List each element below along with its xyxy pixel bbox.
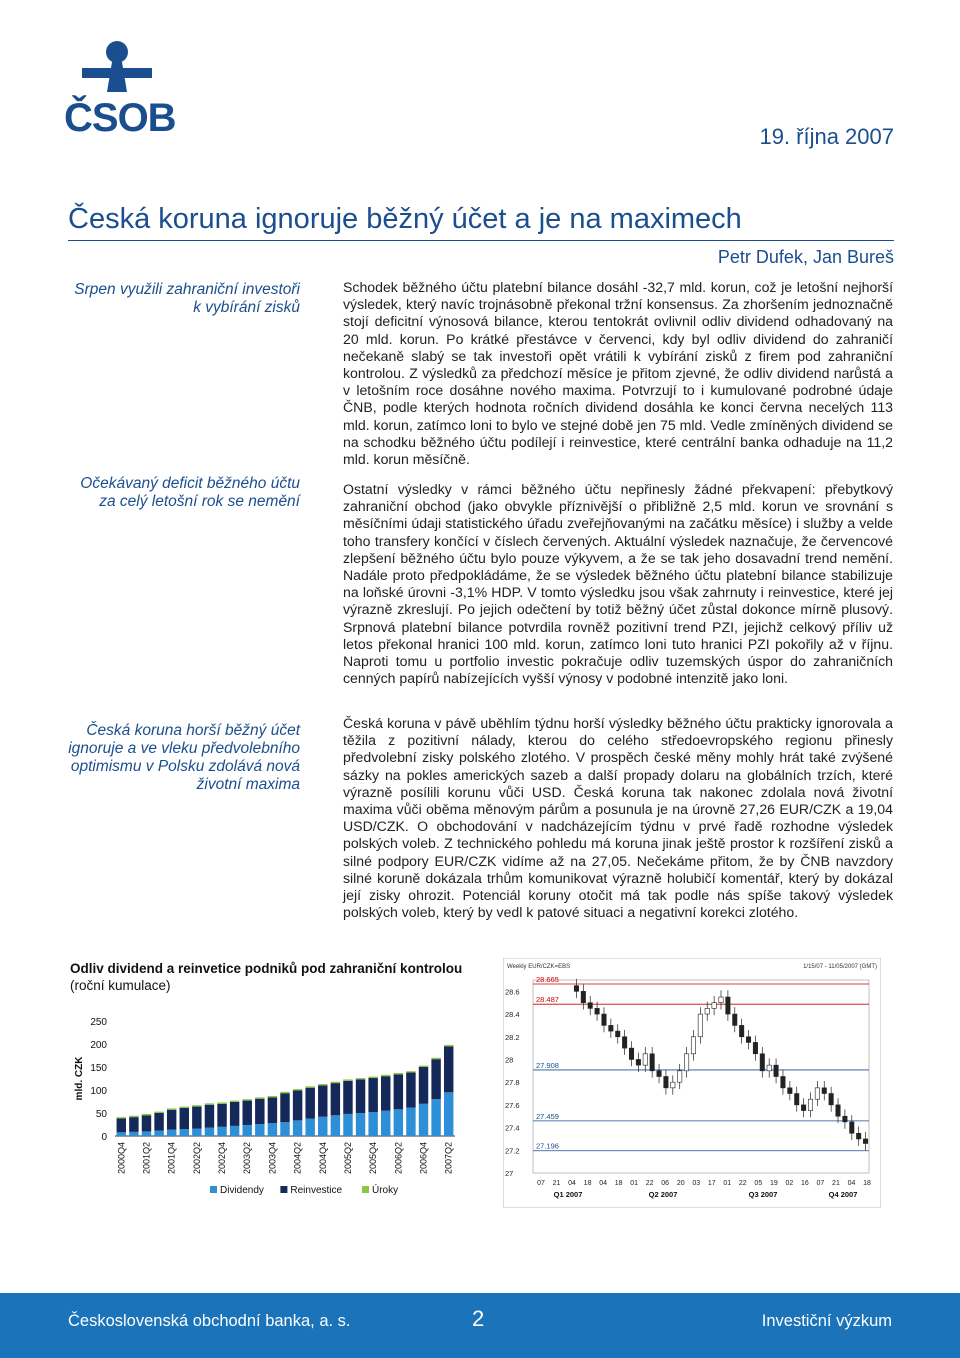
level-label: 28.665: [536, 974, 559, 984]
x-tick-label: 04: [847, 1180, 856, 1187]
candle-body: [739, 1025, 743, 1036]
candle-body: [829, 1094, 833, 1105]
x-tick-label: 22: [738, 1180, 747, 1187]
y-tick-label: 250: [90, 1017, 107, 1028]
legend-swatch: [280, 1186, 287, 1193]
candle-body: [788, 1088, 792, 1094]
y-tick-label: 50: [95, 1109, 107, 1120]
x-tick-label: 21: [832, 1180, 840, 1187]
bar-segment: [406, 1073, 415, 1108]
bar-segment: [129, 1117, 138, 1132]
bar-segment: [243, 1101, 252, 1125]
candle-body: [691, 1037, 695, 1054]
bar-segment: [444, 1045, 453, 1046]
candle-body: [705, 1008, 709, 1014]
page-number: 2: [472, 1306, 485, 1331]
bar-segment: [230, 1126, 239, 1136]
bar-segment: [230, 1101, 239, 1102]
x-tick-label: 2005Q4: [368, 1142, 379, 1175]
y-tick-label: 27: [505, 1169, 514, 1178]
sidebar-highlight-2: Očekávaný deficit běžného účtu za celý letošní rok se nemění: [80, 475, 300, 510]
y-tick-label: 200: [90, 1040, 107, 1051]
candle-body: [815, 1088, 819, 1099]
y-tick-label: 28.2: [505, 1032, 520, 1042]
bar-segment: [381, 1076, 390, 1111]
bar-segment: [356, 1078, 365, 1079]
bar-segment: [230, 1102, 239, 1126]
bar-segment: [331, 1115, 340, 1136]
bar-segment: [280, 1122, 289, 1136]
bar-segment: [381, 1075, 390, 1076]
bar-segment: [318, 1117, 327, 1136]
candle-body: [684, 1054, 688, 1071]
legend-label: Dividendy: [220, 1185, 264, 1196]
legend-swatch: [210, 1186, 217, 1193]
x-tick-label: 07: [816, 1180, 825, 1187]
bar-segment: [444, 1046, 453, 1092]
report-date: 19. října 2007: [759, 124, 894, 149]
candle-body: [733, 1014, 737, 1025]
x-tick-label: 2002Q4: [217, 1142, 228, 1175]
bar-segment: [356, 1113, 365, 1136]
x-tick-label: 2000Q4: [116, 1142, 127, 1175]
bar-segment: [142, 1115, 151, 1131]
y-axis-label: mld. CZK: [74, 1056, 85, 1101]
x-tick-label: 01: [723, 1180, 732, 1187]
bar-segment: [305, 1119, 314, 1136]
bar-segment: [205, 1103, 214, 1104]
bar-segment: [268, 1123, 277, 1136]
x-tick-label: 18: [583, 1180, 592, 1187]
candle-body: [850, 1122, 854, 1133]
candle-body: [602, 1014, 606, 1025]
paragraph-2: Ostatní výsledky v rámci běžného účtu nepřinesly žádné překvapení: přebytkový zahraniční obchod (jako obvykle příznivější o přibližně 2,5 mld. korun ve srovnání s měsíčními údaji statistického úřadu zveřejňovanými na začátku měsíce) i služby a velde toho transfery končící v číslech červených. Aktuální výsledek naznačuje, že červencové zlepšení běžného účtu bylo pouze výkyvem, a že se tak jeho dosavadní trend nemění. Nadále proto předpokládáme, že se výsledek běžného účtu platební bilance stabilizuje na loňské úrovni -3,1% HDP. V tomto výsledku jsou však zahrnuty i reinvestice, které jej výrazně zkreslují. Po jejich odečtení by totiž běžný účet zůstal dokonce mírně plusový. Srpnová platební bilance potvrdila rovněž pozitivní trend PZI, jejichž celkový příliv už letos překonal hranici 100 mld. korun, zatímco loni tuto hranici PZI pokořily až v říjnu. Naproti tomu u portfolio investic pokračuje odliv tuzemských úspor do zahraničních cenných papírů nabízejících vyšší výnosy v podobné intenzitě jako loni.: [343, 481, 893, 687]
bar-segment: [167, 1108, 176, 1109]
bar-segment: [406, 1107, 415, 1136]
x-tick-label: 2005Q2: [342, 1142, 353, 1175]
candle-body: [781, 1077, 785, 1088]
level-label: 28.487: [536, 995, 559, 1005]
bar-segment: [368, 1112, 377, 1136]
bar-segment: [331, 1082, 340, 1083]
bar-segment: [117, 1132, 126, 1136]
x-tick-label: 18: [614, 1180, 623, 1187]
bar-segment: [368, 1077, 377, 1078]
bar-segment: [243, 1099, 252, 1100]
dividends-chart: [70, 960, 465, 1205]
x-tick-label: 06: [661, 1180, 670, 1187]
bar-segment: [142, 1131, 151, 1136]
bar-segment: [343, 1081, 352, 1114]
footer-department: Investiční výzkum: [761, 1312, 892, 1330]
candle-body: [760, 1054, 764, 1071]
bar-segment: [406, 1071, 415, 1072]
x-tick-label: 17: [707, 1180, 716, 1187]
level-label: 27.196: [536, 1141, 559, 1151]
x-tick-label: 04: [599, 1180, 607, 1187]
y-tick-label: 28.4: [505, 1010, 520, 1020]
footer-bar: [0, 1293, 960, 1358]
bar-segment: [331, 1083, 340, 1115]
bar-segment: [255, 1099, 264, 1124]
y-tick-label: 0: [101, 1132, 107, 1143]
candle-body: [726, 997, 730, 1014]
sidebar-highlight-3: Česká koruna horší běžný účet ignoruje a ve vleku předvolebního optimismu v Polsku zdolává nová životní maxima: [68, 722, 300, 793]
legend-label: Reinvestice: [290, 1185, 343, 1196]
bar-segment: [381, 1111, 390, 1136]
bar-segment: [419, 1104, 428, 1136]
candle-body: [574, 986, 578, 992]
bar-segment: [293, 1089, 302, 1090]
paragraph-1: Schodek běžného účtu platební bilance dosáhl -32,7 mld. korun, což je letošní nejhorší výsledek, který navíc trojnásobně překonal tržní konsensus. Za zhoršením jednoznačně stojí deficitní výnosová bilance, kterou tentokrát ovlivnil odliv dividend odhadovaný na 20 mld. korun. Po krátké přestávce v červenci, kdy byl odliv dividend do zahraničí nečekaně slabý se tak investoři opět vrátili k vybírání zisků z firem pod zahraniční kontrolou. Z výsledků za předchozí měsíce je přitom zjevné, že odliv dividend narůstá a v letošním roce dosáhne nového maxima. Potvrzují to i kumulované podrobné údaje ČNB, podle kterých hodnota ročních dividend dosáhla ke konci června necelých 113 mld. korun, zatímco loni to bylo ve stejné době jen 75 mld. Vedle zmíněných dividend se na schodku běžného účtu podílejí i reinvestice, které centrální banka odhaduje na 11,2 mld. korun měsíčně.: [343, 279, 893, 468]
bar-segment: [293, 1090, 302, 1120]
x-tick-label: 2003Q2: [242, 1142, 253, 1175]
x-tick-label: 16: [801, 1180, 809, 1187]
y-tick-label: 27.8: [505, 1078, 520, 1088]
eurczk-chart-svg: [503, 958, 881, 1208]
bar-segment: [205, 1105, 214, 1128]
authors: Petr Dufek, Jan Bureš: [717, 247, 894, 267]
x-tick-label: 2002Q2: [191, 1142, 202, 1175]
bar-segment: [217, 1102, 226, 1103]
y-tick-label: 100: [90, 1086, 107, 1097]
bar-segment: [394, 1109, 403, 1136]
candle-body: [822, 1088, 826, 1094]
candle-body: [643, 1054, 647, 1065]
x-tick-label: 01: [630, 1180, 639, 1187]
candle-body: [581, 991, 585, 1002]
x-tick-label: 20: [676, 1180, 685, 1187]
candle-body: [795, 1094, 799, 1105]
candle-body: [609, 1025, 613, 1031]
bar-segment: [343, 1079, 352, 1080]
bar-segment: [205, 1128, 214, 1136]
bar-segment: [419, 1066, 428, 1067]
candle-body: [808, 1099, 812, 1110]
bird-icon: [82, 40, 152, 92]
chart-subtitle: (roční kumulace): [70, 978, 171, 993]
candle-body: [677, 1071, 681, 1082]
x-tick-label: 22: [645, 1180, 654, 1187]
candle-body: [616, 1031, 620, 1037]
logo-wordmark: ČSOB: [64, 96, 176, 140]
quarter-label: Q2 2007: [648, 1190, 678, 1199]
footer-bank-name: Československá obchodní banka, a. s.: [68, 1312, 351, 1330]
bar-segment: [431, 1058, 440, 1059]
bar-segment: [243, 1125, 252, 1136]
bar-segment: [192, 1107, 201, 1129]
bar-segment: [129, 1132, 138, 1136]
bar-segment: [180, 1129, 189, 1136]
sidebar-highlight-1: Srpen využili zahraniční investoři k vybírání zisků: [74, 281, 300, 316]
x-tick-label: 2004Q4: [317, 1142, 328, 1175]
candle-body: [629, 1048, 633, 1059]
candle-body: [856, 1133, 860, 1139]
bar-segment: [343, 1114, 352, 1136]
x-tick-label: 03: [692, 1180, 701, 1187]
dividends-chart-svg: [70, 996, 465, 1206]
csob-logo: [64, 40, 174, 140]
bar-segment: [293, 1120, 302, 1136]
y-tick-label: 28: [505, 1055, 514, 1065]
candle-body: [719, 997, 723, 1003]
x-tick-label: 04: [568, 1180, 576, 1187]
bar-segment: [217, 1127, 226, 1136]
bar-segment: [356, 1079, 365, 1113]
bar-segment: [217, 1104, 226, 1127]
x-tick-label: 2007Q2: [443, 1142, 454, 1175]
x-tick-label: 05: [754, 1180, 763, 1187]
candle-body: [698, 1014, 702, 1037]
bar-segment: [431, 1099, 440, 1136]
bar-segment: [255, 1097, 264, 1098]
candle-body: [712, 1003, 716, 1009]
candle-body: [746, 1037, 750, 1043]
bar-segment: [394, 1073, 403, 1074]
bar-segment: [268, 1096, 277, 1097]
x-tick-label: 02: [785, 1180, 794, 1187]
candle-body: [836, 1105, 840, 1116]
bar-segment: [154, 1112, 163, 1113]
bar-segment: [167, 1130, 176, 1136]
title-divider: [68, 240, 894, 241]
bar-segment: [167, 1110, 176, 1130]
legend-swatch: [362, 1186, 369, 1193]
bar-segment: [129, 1116, 138, 1117]
bar-segment: [394, 1074, 403, 1109]
candle-body: [774, 1065, 778, 1076]
page-title: Česká koruna ignoruje běžný účet a je na maximech: [68, 203, 742, 235]
bar-segment: [154, 1113, 163, 1130]
bar-segment: [117, 1117, 126, 1118]
chart-header-left: Weekly EUR/CZK=EBS: [507, 964, 571, 970]
candle-body: [767, 1065, 771, 1071]
candle-body: [622, 1037, 626, 1048]
x-tick-label: 2006Q2: [393, 1142, 404, 1175]
x-tick-label: 19: [769, 1180, 778, 1187]
bar-segment: [180, 1108, 189, 1129]
candle-body: [801, 1105, 805, 1111]
bar-segment: [192, 1105, 201, 1106]
legend-label: Úroky: [372, 1185, 399, 1196]
bar-segment: [318, 1085, 327, 1116]
eurczk-chart: [503, 958, 881, 1208]
candle-body: [588, 1003, 592, 1009]
x-tick-label: 2003Q4: [267, 1142, 278, 1175]
y-tick-label: 27.4: [505, 1123, 520, 1133]
bar-segment: [268, 1097, 277, 1123]
paragraph-3: Česká koruna v pávě uběhlím týdnu horší výsledky běžného účtu prakticky ignorovala a těžila z pozitivní nálady, kterou do celého středoevropského regionu přinesly předvolební zisky polského zlotého. V prospěch české měny mohly hrát také zvýšené sázky na pokles amerických sazeb a další propady dolaru na globálních trzích, které výrazně posílili korunu vůči USD. Česká koruna tak nakonec zdolala nová životní maxima vůči oběma měnovým párům a posunula je na úrovně 27,26 EUR/CZK a 19,04 USD/CZK. O obchodování v nadcházejícím týdnu v prvé řadě rozhodne výsledek polských voleb. Z technického pohledu má koruna jinak ještě prostor k rozšíření zisků a silné podpory EUR/CZK vidíme až na 27,05. Nečekáme přitom, že by ČNB navzdory silné koruně dokázala trhům komunikovat výrazně holubičí komentář, který by dokázal její zisky ohrozit. Potenciál koruny otočit má tak podle nás spíše takový výsledek polských voleb, který by vedl k patové situaci a negativní korekci zlotého.: [343, 715, 893, 921]
candle-body: [671, 1082, 675, 1088]
y-tick-label: 27.2: [505, 1146, 520, 1156]
bar-segment: [192, 1129, 201, 1136]
bar-segment: [280, 1093, 289, 1122]
bar-segment: [318, 1084, 327, 1085]
x-tick-label: 2001Q2: [141, 1142, 152, 1175]
candle-body: [657, 1071, 661, 1077]
chart-header-right: 1/15/07 - 11/05/2007 (GMT): [803, 964, 877, 970]
bar-segment: [368, 1078, 377, 1112]
candle-body: [843, 1116, 847, 1122]
bar-segment: [305, 1086, 314, 1087]
quarter-label: Q3 2007: [748, 1190, 778, 1199]
x-tick-label: 07: [537, 1180, 545, 1187]
bar-segment: [117, 1119, 126, 1133]
level-label: 27.908: [536, 1060, 559, 1070]
candle-body: [863, 1139, 867, 1144]
x-tick-label: 18: [863, 1180, 871, 1187]
candle-body: [664, 1077, 668, 1088]
candle-body: [753, 1042, 757, 1053]
bar-segment: [280, 1092, 289, 1093]
candle-body: [650, 1054, 654, 1071]
candle-body: [595, 1008, 599, 1014]
bar-segment: [431, 1059, 440, 1099]
bar-segment: [419, 1067, 428, 1104]
bar-segment: [305, 1088, 314, 1119]
y-tick-label: 150: [90, 1063, 107, 1074]
quarter-label: Q4 2007: [828, 1190, 858, 1199]
x-tick-label: 2004Q2: [292, 1142, 303, 1175]
y-tick-label: 28.6: [505, 987, 520, 997]
bar-segment: [154, 1130, 163, 1136]
x-tick-label: 21: [552, 1180, 561, 1187]
level-label: 27.459: [536, 1111, 559, 1121]
bar-segment: [142, 1114, 151, 1115]
chart-title: Odliv dividend a reinvetice podniků pod zahraniční kontrolou: [70, 961, 463, 976]
bar-segment: [180, 1107, 189, 1108]
candle-body: [636, 1059, 640, 1065]
x-tick-label: 2006Q4: [418, 1142, 429, 1175]
x-tick-label: 2001Q4: [166, 1142, 177, 1175]
y-tick-label: 27.6: [505, 1100, 520, 1110]
quarter-label: Q1 2007: [553, 1190, 583, 1199]
bar-segment: [444, 1092, 453, 1136]
bar-segment: [255, 1124, 264, 1136]
